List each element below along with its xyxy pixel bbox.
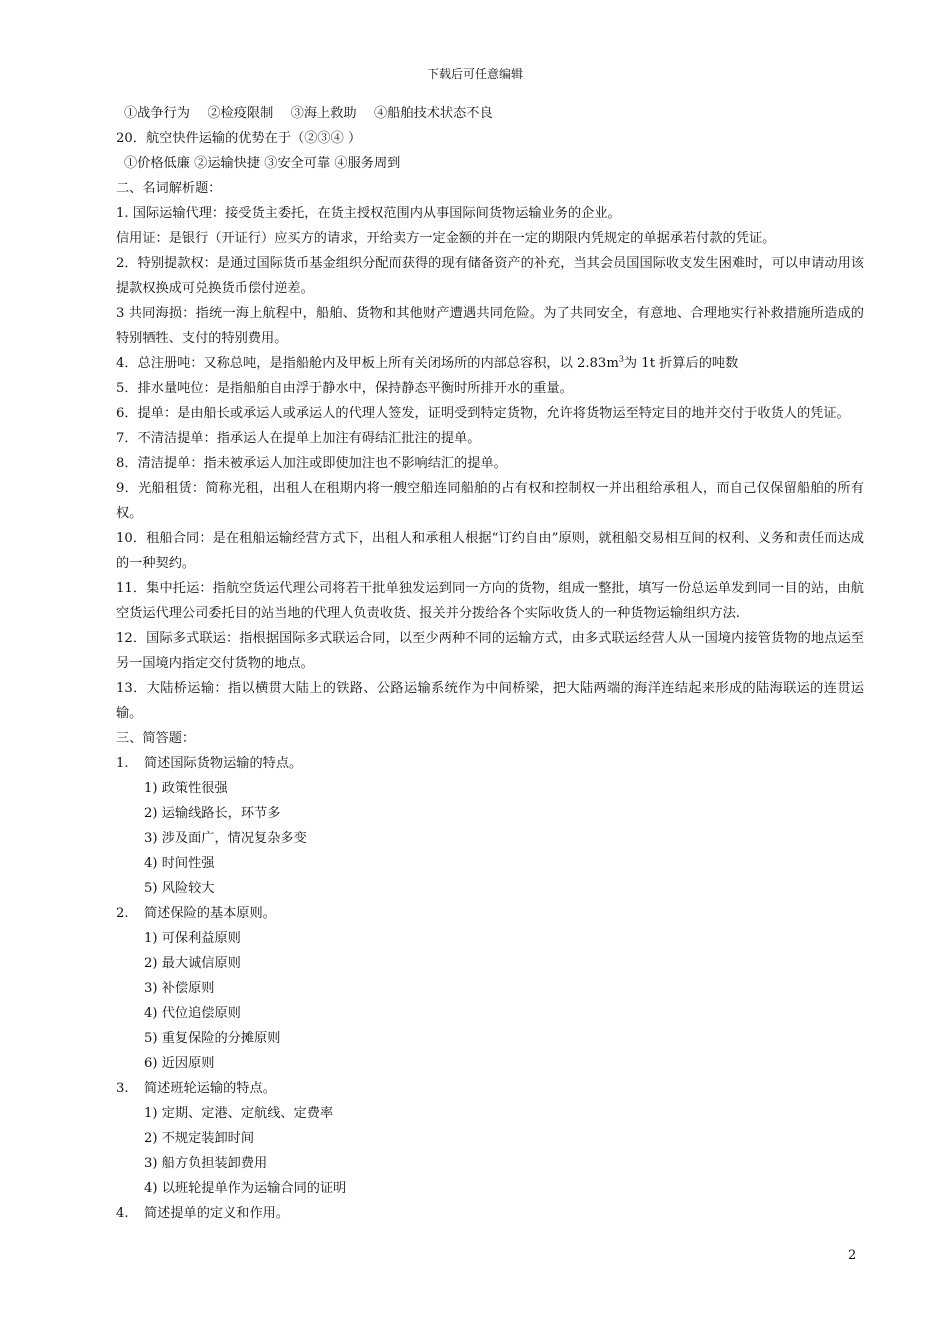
definition-item [116, 351, 864, 376]
superscript: 3 [618, 354, 624, 364]
question-1 [116, 751, 864, 776]
answer-item: 2) 不规定装卸时间 [144, 1131, 255, 1146]
definition-item: 2．特别提款权：是通过国际货币基金组织分配而获得的现有储备资产的补充，当其会员国国际收支发生困难时，可以申请动用该提款权换成可兑换货币偿付逆差。 [116, 256, 864, 296]
answer-item: 3) 涉及面广，情况复杂多变 [144, 831, 307, 846]
page-number: 2 [848, 1248, 857, 1263]
definition-text-tail: 为 1t 折算后的吨数 [623, 356, 739, 371]
question-text: 简述保险的基本原则。 [144, 906, 276, 921]
answer-item: 4) 以班轮提单作为运输合同的证明 [144, 1181, 347, 1196]
definition-item: 13．大陆桥运输：指以横贯大陆上的铁路、公路运输系统作为中间桥梁，把大陆两端的海洋连结起来形成的陆海联运的连贯运输。 [116, 681, 864, 721]
section-title-definitions: 二、名词解析题： [116, 181, 222, 196]
definition-item: 7．不清洁提单：指承运人在提单上加注有碍结汇批注的提单。 [116, 431, 481, 446]
definition-item: 12．国际多式联运：指根据国际多式联运合同，以至少两种不同的运输方式，由多式联运经营人从一国境内接管货物的地点运至另一国境内指定交付货物的地点。 [116, 631, 864, 671]
definition-item: 10．租船合同：是在租船运输经营方式下，出租人和承租人根据“订约自由”原则，就租船交易相互间的权利、义务和责任而达成的一种契约。 [116, 531, 864, 571]
question-number: 2. [116, 906, 129, 921]
question-3 [116, 1076, 864, 1101]
definition-item: 信用证：是银行（开证行）应买方的请求，开给卖方一定金额的并在一定的期限内凭规定的单据承若付款的凭证。 [116, 231, 776, 246]
section-title-short-answer: 三、简答题： [116, 731, 196, 746]
definition-item: 8．清洁提单：指未被承运人加注或即使加注也不影响结汇的提单。 [116, 456, 507, 471]
answer-item: 1) 定期、定港、定航线、定费率 [144, 1106, 334, 1121]
question-20: 20．航空快件运输的优势在于（②③④ ） [116, 131, 362, 146]
choice-options-19: ①战争行为 ②检疫限制 ③海上救助 ④船舶技术状态不良 [124, 106, 493, 121]
question-2 [116, 901, 864, 926]
answer-item: 2) 运输线路长，环节多 [144, 806, 281, 821]
answer-item: 3) 补偿原则 [144, 981, 215, 996]
answer-item: 4) 代位追偿原则 [144, 1006, 241, 1021]
answer-item: 6) 近因原则 [144, 1056, 215, 1071]
definition-item: 3 共同海损：指统一海上航程中，船舶、货物和其他财产遭遇共同危险。为了共同安全，有意地、合理地实行补救措施所造成的特别牺牲、支付的特别费用。 [116, 306, 864, 346]
question-text: 简述提单的定义和作用。 [144, 1206, 290, 1221]
definition-item: 11．集中托运：指航空货运代理公司将若干批单独发运到同一方向的货物，组成一整批，填写一份总运单发到同一目的站，由航空货运代理公司委托目的站当地的代理人负责收货、报关并分拨给各个实际收货人的一种货物运输组织方法. [116, 581, 864, 621]
document-body [116, 101, 864, 1226]
question-number: 1. [116, 756, 129, 771]
answer-item: 5) 重复保险的分摊原则 [144, 1031, 281, 1046]
answer-item: 2) 最大诚信原则 [144, 956, 241, 971]
choice-options-20: ①价格低廉 ②运输快捷 ③安全可靠 ④服务周到 [124, 156, 401, 171]
answer-item: 3) 船方负担装卸费用 [144, 1156, 268, 1171]
answer-item: 1) 可保利益原则 [144, 931, 241, 946]
question-text: 简述国际货物运输的特点。 [144, 756, 303, 771]
definition-item: 1. 国际运输代理：接受货主委托，在货主授权范围内从事国际间货物运输业务的企业。 [116, 206, 621, 221]
definition-item: 5．排水量吨位：是指船舶自由浮于静水中，保持静态平衡时所排开水的重量。 [116, 381, 573, 396]
answer-item: 5) 风险较大 [144, 881, 215, 896]
question-number: 3. [116, 1081, 129, 1096]
definition-item: 9．光船租赁：简称光租，出租人在租期内将一艘空船连同船舶的占有权和控制权一并出租给承租人，而自己仅保留船舶的所有权。 [116, 481, 864, 521]
question-4 [116, 1201, 864, 1226]
definition-text: 4．总注册吨：又称总吨，是指船舱内及甲板上所有关闭场所的内部总容积，以 2.83m [116, 356, 619, 371]
question-number: 4. [116, 1206, 129, 1221]
page-header: 下载后可任意编辑 [426, 67, 523, 81]
definition-item: 6．提单：是由船长或承运人或承运人的代理人签发，证明受到特定货物，允许将货物运至特定目的地并交付于收货人的凭证。 [116, 406, 850, 421]
question-text: 简述班轮运输的特点。 [144, 1081, 276, 1096]
answer-item: 4) 时间性强 [144, 856, 215, 871]
answer-item: 1) 政策性很强 [144, 781, 228, 796]
